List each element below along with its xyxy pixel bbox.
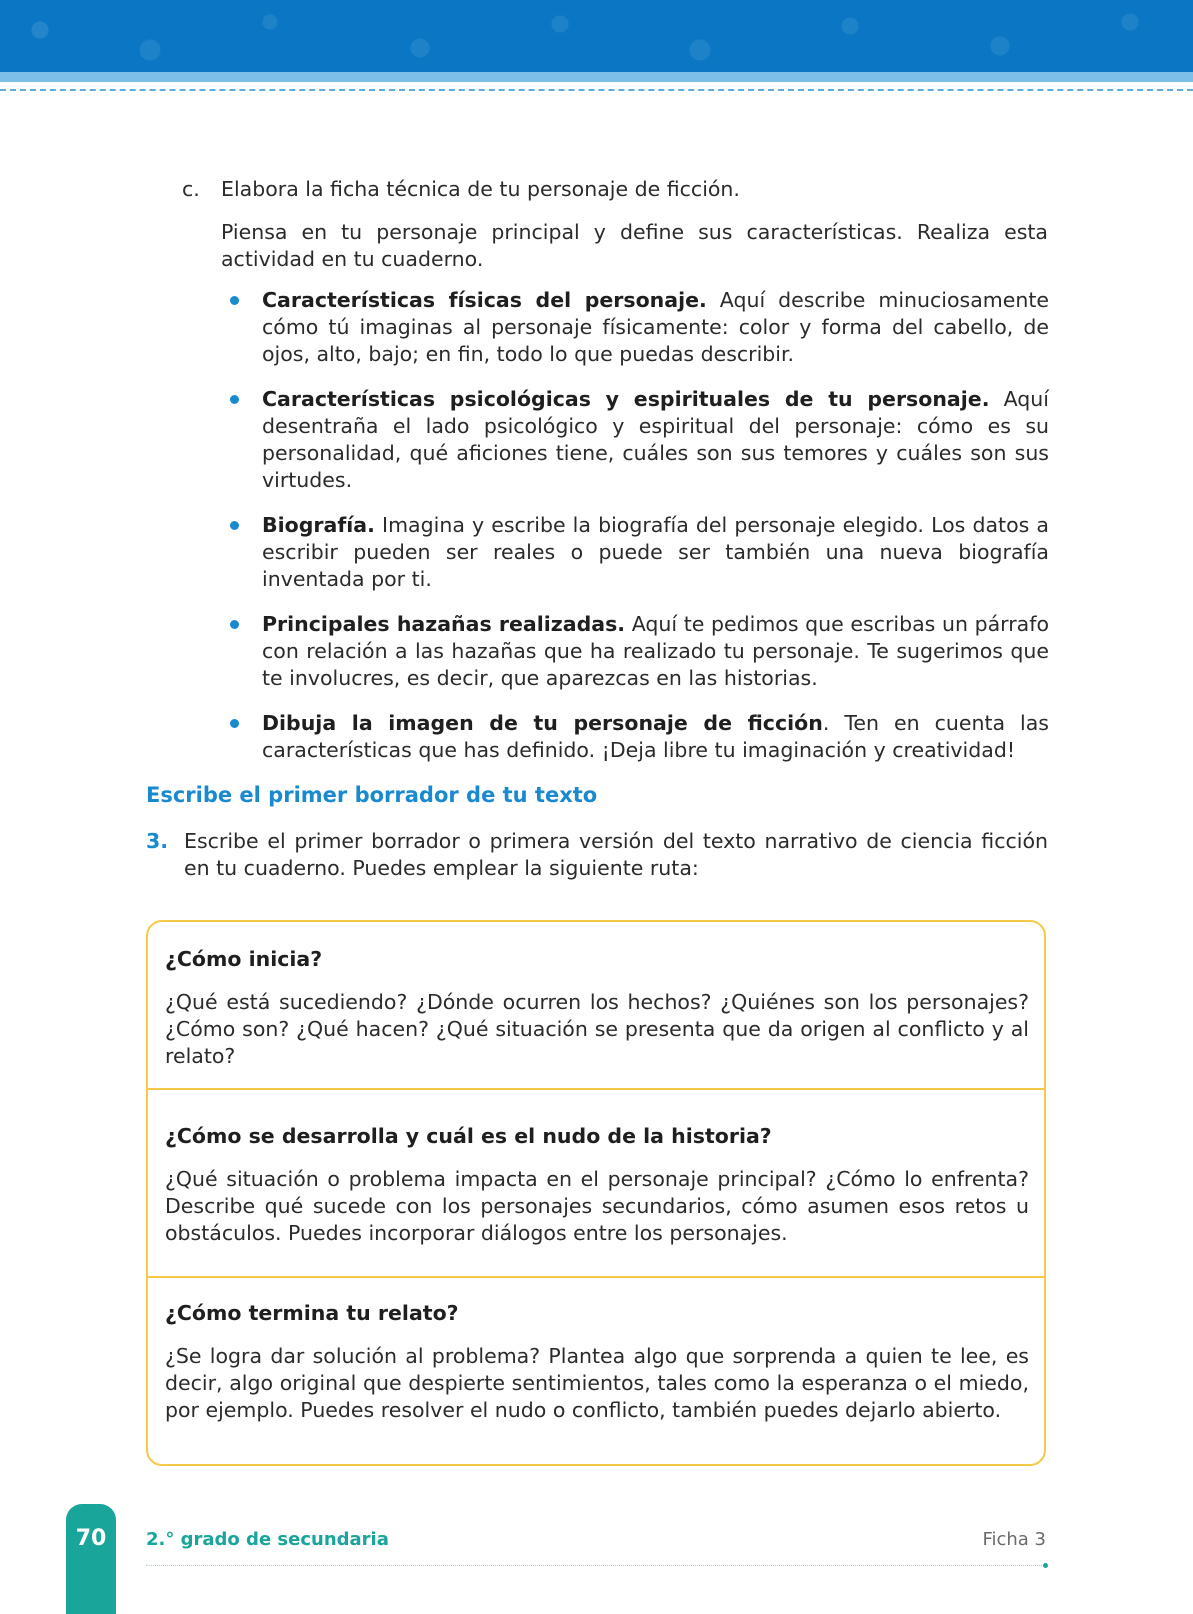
header-stripe bbox=[0, 72, 1193, 82]
bullet-text: Aquí te pedimos que escribas un párrafo con relación a las hazañas que ha realizado tu personaje. Te sugerimos que te involucres, es decir, que aparezcas en las historias. bbox=[262, 612, 1049, 690]
bullet-dot-icon bbox=[230, 296, 239, 305]
bullet-psychological bbox=[262, 386, 1049, 494]
step-number: 3. bbox=[146, 829, 169, 853]
bullet-bold: Dibuja la imagen de tu personaje de ficción bbox=[262, 711, 823, 735]
grade-label: 2.° grado de secundaria bbox=[146, 1529, 389, 1550]
bullet-dot-icon bbox=[230, 395, 239, 404]
route-divider bbox=[148, 1088, 1044, 1090]
item-c-intro: Piensa en tu personaje principal y define sus características. Realiza esta actividad en tu cuaderno. bbox=[221, 220, 1048, 271]
bullet-dot-icon bbox=[230, 620, 239, 629]
header-banner bbox=[0, 0, 1193, 76]
route-title-end: ¿Cómo termina tu relato? bbox=[165, 1301, 459, 1325]
ficha-label: Ficha 3 bbox=[982, 1529, 1046, 1550]
route-box bbox=[146, 920, 1046, 1466]
bullet-bold: Características físicas del personaje. bbox=[262, 288, 707, 312]
route-title-middle: ¿Cómo se desarrolla y cuál es el nudo de la historia? bbox=[165, 1124, 772, 1148]
item-c-title: Elabora la ficha técnica de tu personaje de ficción. bbox=[221, 177, 740, 201]
route-title-start: ¿Cómo inicia? bbox=[165, 947, 323, 971]
bullet-bold: Biografía. bbox=[262, 513, 375, 537]
route-body-start: ¿Qué está sucediendo? ¿Dónde ocurren los hechos? ¿Quiénes son los personajes? ¿Cómo son? ¿Qué hacen? ¿Qué situación se presenta que da origen al conflicto y al relato? bbox=[165, 990, 1029, 1068]
bullet-dot-icon bbox=[230, 719, 239, 728]
bullet-feats bbox=[262, 611, 1049, 692]
section-heading: Escribe el primer borrador de tu texto bbox=[146, 783, 598, 807]
bullet-physical bbox=[262, 287, 1049, 368]
route-divider bbox=[148, 1276, 1044, 1278]
route-body-end: ¿Se logra dar solución al problema? Plantea algo que sorprenda a quien te lee, es decir, algo original que despierte sentimientos, tales como la esperanza o el miedo, por ejemplo. Puedes resolver el nudo o conflicto, también puedes dejarlo abierto. bbox=[165, 1344, 1029, 1422]
step-3-text: Escribe el primer borrador o primera versión del texto narrativo de ciencia ficción en tu cuaderno. Puedes emplear la siguiente ruta: bbox=[184, 829, 1048, 880]
page-number-tab bbox=[66, 1504, 116, 1614]
item-c-marker: c. bbox=[182, 177, 200, 201]
footer-dot-icon bbox=[1043, 1563, 1048, 1568]
bullet-dot-icon bbox=[230, 521, 239, 530]
page-number: 70 bbox=[75, 1526, 107, 1551]
bullet-biography bbox=[262, 512, 1049, 593]
bullet-bold: Características psicológicas y espirituales de tu personaje. bbox=[262, 387, 990, 411]
bullet-draw bbox=[262, 710, 1049, 764]
bullet-bold: Principales hazañas realizadas. bbox=[262, 612, 626, 636]
bullet-text: Imagina y escribe la biografía del personaje elegido. Los datos a escribir pueden ser reales o puede ser también una nueva biografía inventada por ti. bbox=[262, 513, 1049, 591]
header-dashed-rule bbox=[0, 89, 1193, 91]
bullet-text: . Ten en cuenta las características que has definido. ¡Deja libre tu imaginación y creatividad! bbox=[262, 711, 1049, 762]
route-body-middle: ¿Qué situación o problema impacta en el personaje principal? ¿Cómo lo enfrenta? Describe qué sucede con los personajes secundarios, cómo asumen esos retos u obstáculos. Puedes incorporar diálogos entre los personajes. bbox=[165, 1167, 1029, 1245]
bullet-text: Aquí desentraña el lado psicológico y espiritual del personaje: cómo es su personalidad, qué aficiones tiene, cuáles son sus temores y cuáles son sus virtudes. bbox=[262, 387, 1049, 492]
bullet-text: Aquí describe minuciosamente cómo tú imaginas al personaje físicamente: color y forma del cabello, de ojos, alto, bajo; en fin, todo lo que puedas describir. bbox=[262, 288, 1049, 366]
footer-rule bbox=[146, 1565, 1046, 1566]
